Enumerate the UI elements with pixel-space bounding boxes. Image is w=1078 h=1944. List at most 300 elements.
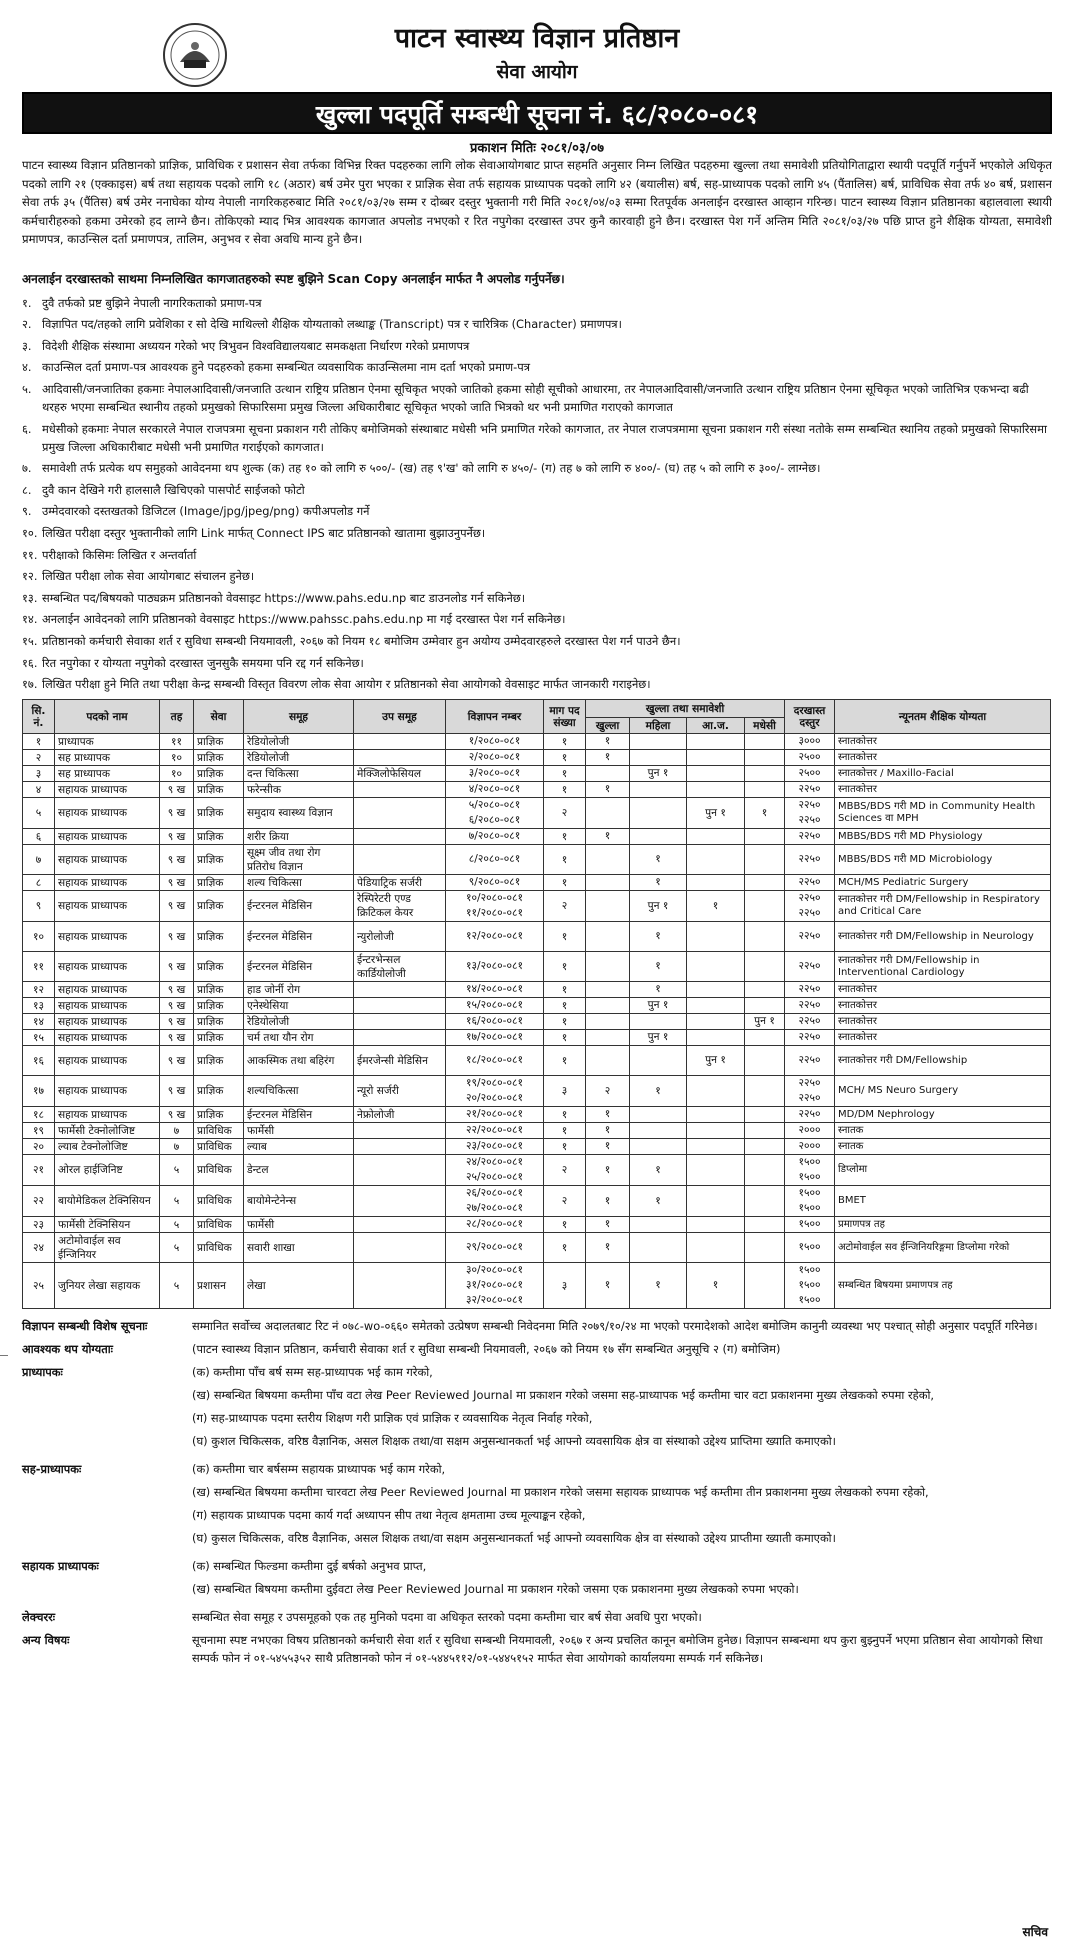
cell-fee-line: ३०००: [798, 735, 821, 748]
cell-group: सवारी शाखा: [244, 1233, 354, 1263]
cell-fee: [785, 1107, 835, 1123]
cell-qualification: स्नातकोत्तर: [835, 1030, 1051, 1046]
cell-open: [586, 875, 630, 891]
cell-fee: [785, 1046, 835, 1076]
table-row: [23, 1014, 1051, 1030]
requirement-number: ८.: [22, 482, 32, 497]
requirement-number: ७.: [22, 461, 32, 476]
requirement-text: सम्बन्धित पद/बिषयको पाठ्यक्रम प्रतिष्ठानको वेवसाइट https://www.pahs.edu.np बाट डाउनलोड गर्न सकिनेछ।: [42, 590, 526, 605]
special-notice-label: विज्ञापन सम्बन्धी विशेष सूचनाः: [22, 1319, 148, 1334]
header-women: महिला: [630, 718, 687, 734]
cell-women-line: १: [655, 876, 661, 889]
cell-madhesi: [745, 1014, 785, 1030]
cell-open-line: १: [604, 1140, 611, 1153]
other-label: अन्य विषयः: [22, 1633, 70, 1648]
cell-demand: १: [544, 734, 586, 750]
cell-ad-number-line: २५/२०८०-०८१: [466, 1171, 523, 1184]
cell-ad-number: [446, 750, 544, 766]
associate-professor-items: [192, 1460, 1052, 1552]
cell-fee-line: २२५०: [798, 1077, 821, 1090]
cell-subgroup: ईन्टरभेन्सल कार्डियोलोजी: [354, 952, 446, 982]
associate-item: (घ) कुसल चिकित्सक, वरिष्ठ वैज्ञानिक, असल शिक्षक तथा/वा सक्षम अनुसन्धानकर्ता भई आफ्नो व्यवसायिक क्षेत्र वा संस्थाको उद्देश्य प्राप्तीमा ख्याती कमाएको।: [192, 1531, 836, 1546]
cell-qualification: स्नातकोत्तर: [835, 734, 1051, 750]
cell-women-line: पुन १: [647, 1031, 669, 1044]
requirement-text: अनलाईन आवेदनको लागि प्रतिष्ठानको वेवसाइट https://www.pahssc.pahs.edu.np मा गई दरखास्त पेश गर्न सकिनेछ।: [42, 612, 566, 627]
cell-fee-line: १५००: [798, 1202, 821, 1215]
cell-aj-line: १: [712, 1279, 719, 1292]
associate-item: (क) कम्तीमा चार बर्षसम्म सहायक प्राध्यापक भई काम गरेको,: [192, 1462, 446, 1477]
cell-post: जुनियर लेखा सहायक: [55, 1263, 160, 1309]
cell-ad-number-line: २६/२०८०-०८१: [466, 1187, 523, 1200]
cell-women: [630, 1123, 687, 1139]
cell-sn: १७: [23, 1076, 55, 1107]
cell-women-line: १: [655, 1084, 661, 1097]
cell-madhesi: [745, 1030, 785, 1046]
cell-group: बायोमेन्टेनेन्स: [244, 1186, 354, 1217]
cell-group: शल्यचिकित्सा: [244, 1076, 354, 1107]
cell-madhesi: [745, 891, 785, 922]
cell-sn: ५: [23, 798, 55, 829]
cell-group: फार्मेसी: [244, 1123, 354, 1139]
requirement-number: ५.: [22, 381, 32, 396]
cell-qualification: MBBS/BDS गरी MD Microbiology: [835, 845, 1051, 875]
cell-madhesi: [745, 1139, 785, 1155]
cell-madhesi-line: पुन १: [754, 1015, 775, 1028]
cell-fee: [785, 982, 835, 998]
cell-qualification: स्नातकोत्तर: [835, 782, 1051, 798]
cell-madhesi: [745, 1155, 785, 1186]
cell-service: प्राविधिक: [194, 1123, 244, 1139]
cell-service: प्राज्ञिक: [194, 952, 244, 982]
table-row: [23, 1186, 1051, 1217]
cell-open-line: १: [604, 1218, 611, 1231]
cell-fee-line: २२५०: [798, 799, 821, 812]
cell-ad-number: [446, 1123, 544, 1139]
cell-subgroup: [354, 734, 446, 750]
requirement-text: मधेसीको हकमाः नेपाल सरकारले नेपाल राजपत्रमा सूचना प्रकाशन गरी तोकिए बमोजिमको संस्थाबाट मधेसी भनि प्रमाणित गरेको कागजात, तर नेपाल राजपत्रमामा सूचना प्रकाशन गरी संस्था नतोके सम्म सम्बन्धित स्थानिय तहको प्रमुखको सिफारिसमा प्रमुख जिल्ला अधिकारीबाट मधेसी भनी प्रमाणित गराईएको कागजात।: [42, 421, 1047, 454]
cell-women: [630, 750, 687, 766]
requirement-number: ४.: [22, 360, 32, 375]
requirement-number: ६.: [22, 421, 32, 436]
cell-women: [630, 1030, 687, 1046]
assistant-professor-label: सहायक प्राध्यापकः: [22, 1559, 99, 1574]
cell-demand: २: [544, 891, 586, 922]
requirement-number: १०.: [22, 525, 38, 540]
cell-fee-line: २२५०: [798, 876, 821, 889]
cell-demand: १: [544, 845, 586, 875]
table-row: [23, 1217, 1051, 1233]
cell-sn: ८: [23, 875, 55, 891]
cell-sn: ११: [23, 952, 55, 982]
cell-sn: ३: [23, 766, 55, 782]
cell-aj: [687, 734, 745, 750]
requirement-item: [22, 632, 1052, 650]
cell-madhesi: [745, 1233, 785, 1263]
cell-level: ५: [160, 1233, 194, 1263]
cell-women: [630, 1107, 687, 1123]
cell-level: ९ ख: [160, 952, 194, 982]
cell-level: ५: [160, 1217, 194, 1233]
table-row: [23, 998, 1051, 1014]
requirement-item: [22, 358, 1052, 376]
cell-level: १०: [160, 766, 194, 782]
cell-subgroup: [354, 798, 446, 829]
cell-sn: १८: [23, 1107, 55, 1123]
table-row: [23, 734, 1051, 750]
cell-fee-line: २२५०: [798, 999, 821, 1012]
cell-aj-line: १: [712, 899, 719, 912]
requirement-item: [22, 675, 1052, 693]
lecturer-label: लेक्चररः: [22, 1610, 56, 1625]
cell-fee: [785, 1217, 835, 1233]
intro-paragraph: पाटन स्वास्थ्य विज्ञान प्रतिष्ठानको प्राज्ञिक, प्राविधिक र प्रशासन सेवा तर्फका विभिन्न रिक्त पदहरुका लागि लोक सेवाआयोगबाट प्राप्त सहमति अनुसार निम्न लिखित पदहरुमा खुल्ला तथा समावेशी प्रतियोगिताद्वारा स्थायी पदपूर्ति गर्नुपर्ने भएकोले अधिकृत पदको लागि २१ (एक्काइस) बर्ष तथा सहायक पदको लागि १८ (अठार) बर्ष उमेर पुरा भएका र प्राज्ञिक सेवा तर्फ सहायक प्राध्यापक पदको लागि ४२ (बयालीस) बर्ष, सह-प्राध्यापक पदको लागि ४५ (पैंतालिस) बर्ष, प्राविधिक सेवा तर्फ ४० बर्ष, प्रशासन सेवा तर्फ ३५ (पैंतिस) बर्ष उमेर ननाघेका योग्य नेपाली नागरिकहरुबाट मिति २०८१/०३/२७ सम्म र दोब्बर दस्तुर भुक्तानी गरी मिति २०८१/०४/०३ सम्मा रितपूर्वक अनलाईन दरखास्त आव्हान गरिन्छ। पाटन स्वास्थ्य विज्ञान प्रतिष्ठानका बहालवाला स्थायी कर्मचारीहरुको हकमा उमेरको हद लाग्ने छैन। तोकिएको म्याद भित्र आवश्यक कागजात अपलोड नभएको र रित नपुगेका दरखास्त उपर कुनै कारवाही हुने छैन। दरखास्त पेश गर्ने अन्तिम मिति २०८१/०३/२७ पछि प्राप्त हुने शैक्षिक योग्यता, समावेशी प्रमाणपत्र, काउन्सिल दर्ता प्रमाणपत्र, तालिम, अनुभव र सेवा अवधि मान्य हुने छैन।: [22, 158, 1052, 247]
cell-open-line: १: [604, 783, 611, 796]
cell-sn: २४: [23, 1233, 55, 1263]
cell-demand: १: [544, 1233, 586, 1263]
cell-post: सहायक प्राध्यापक: [55, 782, 160, 798]
assistant-item: (क) सम्बन्धित फिल्डमा कम्तीमा दुई बर्षको अनुभव प्राप्त,: [192, 1559, 427, 1574]
cell-madhesi: [745, 734, 785, 750]
cell-open: [586, 1217, 630, 1233]
special-notice-text: सम्मानित सर्वोच्च अदालतबाट रिट नं ०७८-wo-०६६० समेतको उत्प्रेषण सम्बन्धी निवेदनमा मिति २०७९/१०/२४ मा भएको परमादेशको आदेश बमोजिम कानुनी व्यवस्था भए पश्चात् सोही अनुसार पदपूर्ति गरिनेछ।: [192, 1319, 1038, 1334]
extra-qualification-text: (पाटन स्वास्थ्य विज्ञान प्रतिष्ठान, कर्मचारी सेवाका शर्त र सुविधा सम्बन्धी नियमावली, २०६७ को नियम १७ सँग सम्बन्धित अनुसूचि २ (ग) बमोजिम): [192, 1342, 781, 1357]
cell-group: ईन्टरनल मेडिसिन: [244, 1107, 354, 1123]
cell-demand: ३: [544, 1263, 586, 1309]
cell-subgroup: नेफ्रोलोजी: [354, 1107, 446, 1123]
cell-ad-number-line: १/२०८०-०८१: [468, 735, 521, 748]
cell-service: प्राज्ञिक: [194, 1076, 244, 1107]
cell-ad-number: [446, 734, 544, 750]
cell-aj: [687, 1217, 745, 1233]
requirement-text: दुवै कान देखिने गरी हालसालै खिचिएको पासपोर्ट साईजको फोटो: [42, 482, 305, 497]
cell-open: [586, 982, 630, 998]
cell-ad-number-line: ५/२०८०-०८१: [468, 799, 521, 812]
cell-demand: १: [544, 1014, 586, 1030]
cell-subgroup: [354, 750, 446, 766]
cell-sn: १९: [23, 1123, 55, 1139]
requirement-text: दुवै तर्फको प्रष्ट बुझिने नेपाली नागरिकताको प्रमाण-पत्र: [42, 295, 262, 310]
cell-open: [586, 952, 630, 982]
cell-madhesi: [745, 829, 785, 845]
cell-aj: [687, 1107, 745, 1123]
cell-level: ९ ख: [160, 875, 194, 891]
cell-group: चर्म तथा यौन रोग: [244, 1030, 354, 1046]
requirement-number: १४.: [22, 612, 38, 627]
cell-women: [630, 1233, 687, 1263]
header-open: खुल्ला: [586, 718, 630, 734]
cell-women: [630, 982, 687, 998]
cell-qualification: स्नातक: [835, 1123, 1051, 1139]
cell-ad-number: [446, 1263, 544, 1309]
assistant-professor-items: [192, 1557, 1052, 1603]
cell-open-line: १: [604, 1194, 611, 1207]
cell-ad-number: [446, 891, 544, 922]
cell-post: सहायक प्राध्यापक: [55, 1046, 160, 1076]
cell-ad-number-line: २४/२०८०-०८१: [466, 1156, 523, 1169]
cell-open: [586, 782, 630, 798]
cell-fee-line: २५००: [798, 751, 821, 764]
cell-demand: १: [544, 875, 586, 891]
cell-women-line: १: [655, 1194, 661, 1207]
cell-women: [630, 766, 687, 782]
requirement-number: ३.: [22, 338, 32, 353]
cell-open: [586, 829, 630, 845]
cell-ad-number: [446, 922, 544, 952]
cell-ad-number-line: १६/२०८०-०८१: [466, 1015, 523, 1028]
cell-demand: १: [544, 750, 586, 766]
requirement-item: [22, 524, 1052, 542]
cell-ad-number-line: २२/२०८०-०८१: [466, 1124, 523, 1137]
table-row: [23, 750, 1051, 766]
cell-subgroup: [354, 1233, 446, 1263]
cell-subgroup: न्यूरो सर्जरी: [354, 1076, 446, 1107]
cell-women: [630, 1263, 687, 1309]
cell-women: [630, 845, 687, 875]
professor-item: (ग) सह-प्राध्यापक पदमा स्तरीय शिक्षण गरी प्राज्ञिक एवं प्राज्ञिक र व्यवसायिक नेतृत्व निर्वाह गरेको,: [192, 1411, 593, 1426]
cell-ad-number-line: ९/२०८०-०८१: [468, 876, 521, 889]
notes-section: [22, 1317, 1052, 1667]
cell-service: प्राज्ञिक: [194, 998, 244, 1014]
cell-ad-number-line: २/२०८०-०८१: [468, 751, 521, 764]
header-fee: दरखास्त दस्तुर: [785, 700, 835, 734]
cell-qualification: स्नातकोत्तर: [835, 750, 1051, 766]
requirement-text: काउन्सिल दर्ता प्रमाण-पत्र आवश्यक हुने पदहरुको हकमा सम्बन्धित व्यवसायिक काउन्सिलमा नाम दर्ता भएको प्रमाण-पत्र: [42, 360, 531, 375]
cell-post: सहायक प्राध्यापक: [55, 952, 160, 982]
professor-item: (क) कम्तीमा पाँच बर्ष सम्म सह-प्राध्यापक भई काम गरेको,: [192, 1365, 433, 1380]
cell-open-line: १: [604, 1241, 611, 1254]
cell-ad-number: [446, 952, 544, 982]
cell-madhesi: [745, 1123, 785, 1139]
cell-fee: [785, 845, 835, 875]
requirement-text: विज्ञापित पद/तहको लागि प्रवेशिका र सो देखि माथिल्लो शैक्षिक योग्यताको लब्धाङ्क (Transcript) पत्र र चारित्रिक (Character) प्रमाणपत्र।: [42, 317, 622, 332]
cell-women: [630, 782, 687, 798]
cell-open: [586, 922, 630, 952]
cell-fee-line: २२५०: [798, 1031, 821, 1044]
cell-level: ९ ख: [160, 782, 194, 798]
cell-post: सहायक प्राध्यापक: [55, 982, 160, 998]
cell-service: प्राज्ञिक: [194, 750, 244, 766]
cell-level: ९ ख: [160, 798, 194, 829]
cell-aj: [687, 1186, 745, 1217]
requirement-text: लिखित परीक्षा हुने मिति तथा परीक्षा केन्द्र सम्बन्धी विस्तृत विवरण लोक सेवा आयोग र प्रतिष्ठानको सेवा आयोगको वेवसाइट मार्फत जानकारी गराइनेछ।: [42, 677, 651, 692]
cell-ad-number: [446, 982, 544, 998]
cell-women: [630, 1014, 687, 1030]
cell-ad-number-line: १८/२०८०-०८१: [466, 1054, 523, 1067]
cell-service: प्राज्ञिक: [194, 766, 244, 782]
table-row: [23, 1076, 1051, 1107]
header-sn: सि. नं.: [23, 700, 55, 734]
cell-madhesi: [745, 798, 785, 829]
cell-fee: [785, 798, 835, 829]
cell-qualification: स्नातकोत्तर: [835, 982, 1051, 998]
cell-ad-number-line: २३/२०८०-०८१: [466, 1140, 523, 1153]
cell-service: प्राविधिक: [194, 1233, 244, 1263]
cell-group: ईन्टरनल मेडिसिन: [244, 952, 354, 982]
cell-service: प्राज्ञिक: [194, 734, 244, 750]
cell-ad-number-line: २८/२०८०-०८१: [466, 1218, 523, 1231]
cell-level: ५: [160, 1263, 194, 1309]
cell-open: [586, 1107, 630, 1123]
cell-women: [630, 1155, 687, 1186]
cell-aj: [687, 952, 745, 982]
cell-qualification: स्नातकोत्तर: [835, 1014, 1051, 1030]
header-subgroup: उप समूह: [354, 700, 446, 734]
requirement-item: [22, 481, 1052, 499]
cell-ad-number: [446, 998, 544, 1014]
cell-group: आकस्मिक तथा बहिरंग: [244, 1046, 354, 1076]
requirement-item: [22, 337, 1052, 355]
cell-aj: [687, 798, 745, 829]
cell-ad-number-line: १५/२०८०-०८१: [466, 999, 523, 1012]
cell-level: ५: [160, 1186, 194, 1217]
requirement-number: १६.: [22, 655, 38, 670]
associate-item: (ग) सहायक प्राध्यापक पदमा कार्य गर्दा अध्यापन सीप तथा नेतृत्व क्षमतामा उच्च मूल्याङ्कन रहेको,: [192, 1508, 586, 1523]
cell-open: [586, 750, 630, 766]
header-qualification: न्यूनतम शैक्षिक योग्यता: [835, 700, 1051, 734]
cell-women-line: १: [655, 983, 661, 996]
extra-qualification-label: आवश्यक थप योग्यताः: [22, 1342, 113, 1357]
table-row: [23, 1155, 1051, 1186]
cell-group: एनेस्थेसिया: [244, 998, 354, 1014]
professor-item: (घ) कुशल चिकित्सक, वरिष्ठ वैज्ञानिक, असल शिक्षक तथा/वा सक्षम अनुसन्धानकर्ता भई आफ्नो व्यवसायिक क्षेत्र वा संस्थाको उद्देश्य प्राप्तिमा ख्याति कमाएको।: [192, 1434, 836, 1449]
org-subtitle: सेवा आयोग: [496, 61, 578, 83]
cell-sn: ६: [23, 829, 55, 845]
cell-fee-line: २२५०: [798, 983, 821, 996]
cell-group: ईन्टरनल मेडिसिन: [244, 922, 354, 952]
table-row: [23, 1263, 1051, 1309]
cell-group: हाड जोर्नी रोग: [244, 982, 354, 998]
cell-service: प्राज्ञिक: [194, 829, 244, 845]
cell-madhesi-line: १: [761, 806, 768, 819]
cell-post: सहायक प्राध्यापक: [55, 1107, 160, 1123]
cell-subgroup: ईमरजेन्सी मेडिसिन: [354, 1046, 446, 1076]
requirement-number: २.: [22, 317, 32, 332]
cell-ad-number-line: २०/२०८०-०८१: [466, 1092, 523, 1105]
cell-sn: १: [23, 734, 55, 750]
cell-madhesi: [745, 766, 785, 782]
cell-service: प्राज्ञिक: [194, 782, 244, 798]
requirement-number: १७.: [22, 677, 38, 692]
cell-ad-number: [446, 1076, 544, 1107]
cell-open: [586, 1030, 630, 1046]
cell-women: [630, 891, 687, 922]
cell-women: [630, 1139, 687, 1155]
cell-level: ११: [160, 734, 194, 750]
cell-madhesi: [745, 1263, 785, 1309]
table-row: [23, 1123, 1051, 1139]
cell-aj: [687, 875, 745, 891]
cell-qualification: अटोमोवाईल सव ईन्जिनियरिङ्गमा डिप्लोमा गरेको: [835, 1233, 1051, 1263]
cell-service: प्राज्ञिक: [194, 1107, 244, 1123]
table-row: [23, 891, 1051, 922]
cell-service: प्राज्ञिक: [194, 798, 244, 829]
table-row: [23, 1107, 1051, 1123]
cell-aj: [687, 845, 745, 875]
cell-qualification: स्नातकोत्तर / Maxillo-Facial: [835, 766, 1051, 782]
cell-post: सहायक प्राध्यापक: [55, 798, 160, 829]
cell-ad-number-line: १७/२०८०-०८१: [466, 1031, 523, 1044]
requirements-list: [22, 294, 1052, 694]
cell-open: [586, 1139, 630, 1155]
cell-madhesi: [745, 845, 785, 875]
table-row: [23, 952, 1051, 982]
cell-aj: [687, 750, 745, 766]
cell-madhesi: [745, 1046, 785, 1076]
cell-fee: [785, 1139, 835, 1155]
cell-ad-number-line: ८/२०८०-०८१: [468, 853, 521, 866]
cell-subgroup: [354, 1030, 446, 1046]
cell-women: [630, 1076, 687, 1107]
header-madhesi: मधेसी: [745, 718, 785, 734]
cell-ad-number: [446, 1046, 544, 1076]
cell-fee: [785, 1233, 835, 1263]
cell-aj: [687, 1046, 745, 1076]
cell-open-line: १: [604, 1108, 611, 1121]
org-title: पाटन स्वास्थ्य विज्ञान प्रतिष्ठान: [394, 23, 680, 54]
professor-items: [192, 1363, 1052, 1455]
cell-aj: [687, 766, 745, 782]
table-row: [23, 1030, 1051, 1046]
cell-aj: [687, 1014, 745, 1030]
cell-group: समुदाय स्वास्थ्य विज्ञान: [244, 798, 354, 829]
cell-post: सहायक प्राध्यापक: [55, 1014, 160, 1030]
cell-fee-line: २२५०: [798, 1054, 821, 1067]
table-row: [23, 875, 1051, 891]
cell-qualification: MD/DM Nephrology: [835, 1107, 1051, 1123]
cell-subgroup: [354, 1263, 446, 1309]
cell-group: दन्त चिकित्सा: [244, 766, 354, 782]
signature: सचिव: [1022, 1925, 1048, 1939]
cell-ad-number-line: ७/२०८०-०८१: [468, 830, 521, 843]
cell-fee-line: १५००: [798, 1156, 821, 1169]
table-row: [23, 845, 1051, 875]
cell-aj: [687, 982, 745, 998]
table-row: [23, 798, 1051, 829]
cell-aj: [687, 1123, 745, 1139]
cell-fee-line: २२५०: [798, 853, 821, 866]
cell-fee: [785, 782, 835, 798]
requirement-number: १३.: [22, 590, 38, 605]
cell-subgroup: [354, 998, 446, 1014]
cell-women-line: १: [655, 1279, 661, 1292]
cell-subgroup: [354, 782, 446, 798]
cell-ad-number: [446, 1155, 544, 1186]
cell-sn: ९: [23, 891, 55, 922]
cell-fee-line: १५००: [798, 1218, 821, 1231]
cell-service: प्राज्ञिक: [194, 891, 244, 922]
header-aj: आ.ज.: [687, 718, 745, 734]
cell-group: लेखा: [244, 1263, 354, 1309]
cell-subgroup: रेस्पिरेटरी एण्ड क्रिटिकल केयर: [354, 891, 446, 922]
cell-fee-line: २२५०: [798, 783, 821, 796]
cell-open: [586, 1123, 630, 1139]
cell-aj: [687, 1155, 745, 1186]
cell-subgroup: [354, 982, 446, 998]
requirement-item: [22, 420, 1052, 456]
cell-service: प्रशासन: [194, 1263, 244, 1309]
cell-subgroup: [354, 829, 446, 845]
cell-open: [586, 798, 630, 829]
cell-aj: [687, 829, 745, 845]
cell-post: ओरल हाईजिनिष्ट: [55, 1155, 160, 1186]
cell-fee: [785, 875, 835, 891]
cell-fee: [785, 750, 835, 766]
cell-qualification: सम्बन्धित बिषयमा प्रमाणपत्र तह: [835, 1263, 1051, 1309]
cell-sn: १६: [23, 1046, 55, 1076]
cell-subgroup: पेडियाट्रिक सर्जरी: [354, 875, 446, 891]
cell-post: बायोमेडिकल टेक्निसियन: [55, 1186, 160, 1217]
cell-sn: १३: [23, 998, 55, 1014]
